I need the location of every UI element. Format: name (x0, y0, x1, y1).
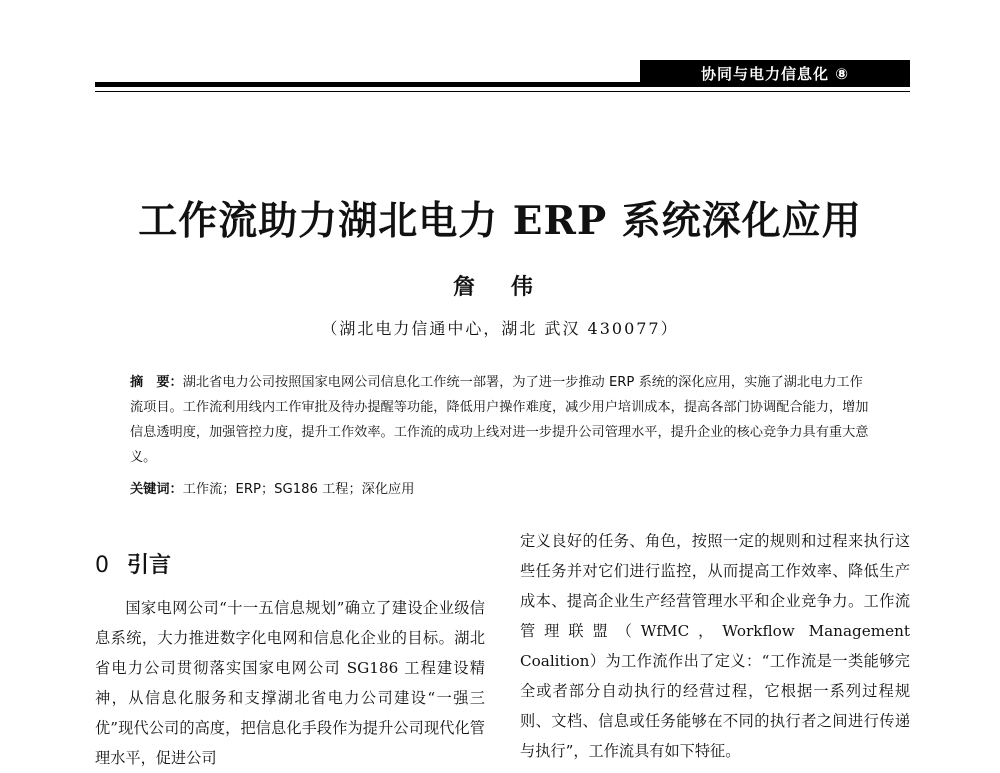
keywords-text: 工作流；ERP；SG186 工程；深化应用 (182, 482, 415, 497)
paper-author: 詹 伟 (453, 274, 547, 300)
header-rule-thin (95, 91, 910, 92)
abstract (130, 370, 870, 470)
body-left-column: 国家电网公司“十一五信息规划”确立了建设企业级信息系统，大力推进数字化电网和信息化企业的目标。湖北省电力公司贯彻落实国家电网公司 SG186 工程建设精神，从信息化服务和支撑湖北省电力公司建设“一强三优”现代公司的高度，把信息化手段作为提升公司现代化管理水平，促进公司 (95, 599, 485, 767)
abstract-text: 湖北省电力公司按照国家电网公司信息化工作统一部署，为了进一步推动 ERP 系统的深化应用，实施了湖北电力工作流项目。工作流利用线内工作审批及待办提醒等功能，降低用户操作难度，减少用户培训成本，提高各部门协调配合能力，增加信息透明度，加强管控力度，提升工作效率。工作流的成功上线对进一步提升公司管理水平，提升企业的核心竞争力具有重大意义。 (130, 375, 869, 465)
section-title: 引言 (127, 553, 172, 578)
journal-section-tag: 协同与电力信息化 ⑧ (640, 60, 910, 86)
abstract-label: 摘 要： (130, 375, 183, 390)
header-rule (95, 82, 910, 87)
section-heading (95, 548, 171, 579)
paper-affiliation: （湖北电力信通中心，湖北 武汉 430077） (321, 319, 679, 338)
keywords (130, 478, 870, 497)
section-number: 0 (95, 553, 109, 578)
keywords-label: 关键词： (130, 482, 183, 497)
body-right-column: 定义良好的任务、角色，按照一定的规则和过程来执行这些任务并对它们进行监控，从而提高工作效率、降低生产成本、提高企业生产经营管理水平和企业竞争力。工作流管理联盟（WfMC，Workflow Management Coalition）为工作流作出了定义：“工作流是一类能够完全或者部分自动执行的经营过程，它根据一系列过程规则、文档、信息或任务能够在不同的执行者之间进行传递与执行”，工作流具有如下特征。 (520, 532, 910, 760)
paper-title: 工作流助力湖北电力 ERP 系统深化应用 (138, 198, 862, 244)
